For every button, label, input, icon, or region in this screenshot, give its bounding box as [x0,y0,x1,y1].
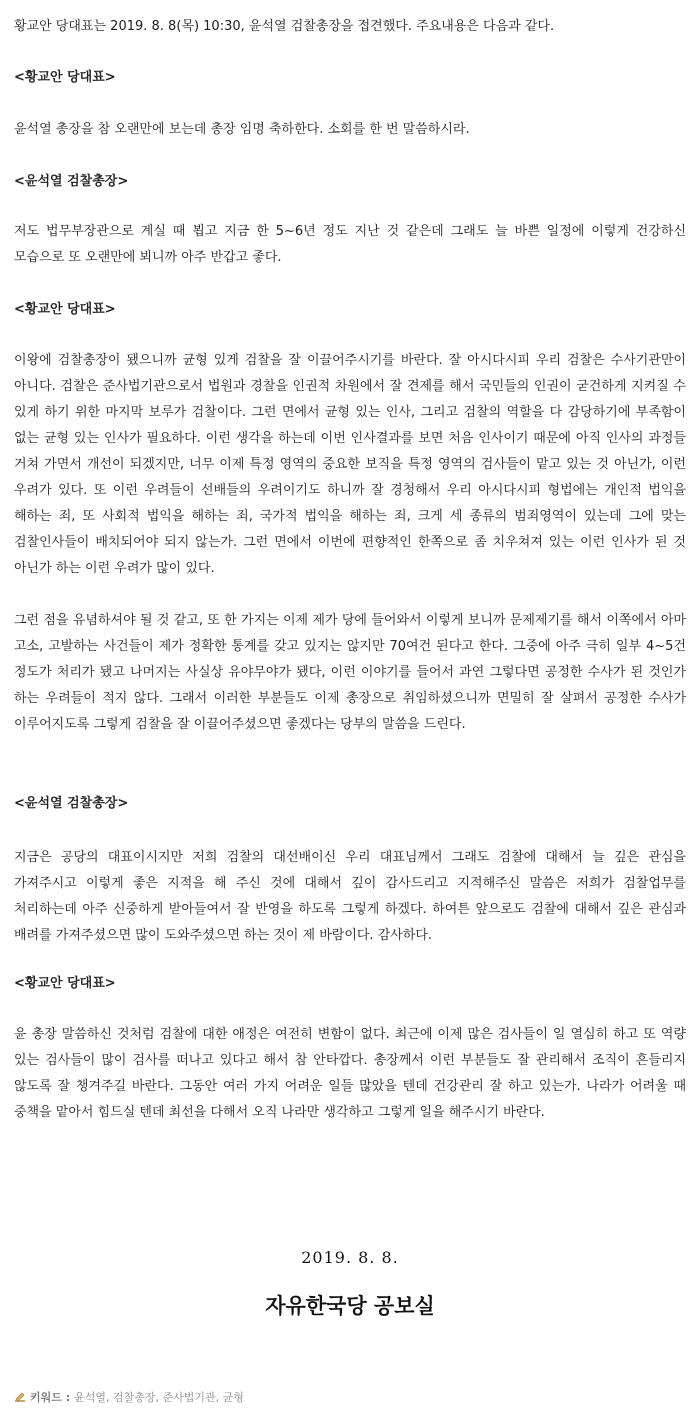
statement-paragraph: 저도 법무부장관으로 계실 때 뵙고 지금 한 5~6년 정도 지난 것 같은데 그래도 늘 바쁜 일정에 이렇게 건강하신 모습으로 또 오랜만에 뵈니까 아주 반갑고 좋다. [14,224,686,265]
speaker-heading: <윤석열 검찰총장> [14,174,129,189]
keywords-values: 윤석열, 검찰총장, 준사법기관, 균형 [74,1391,244,1404]
organization-name: 자유한국당 공보실 [265,1294,435,1318]
statement-paragraph: 이왕에 검찰총장이 됐으니까 균형 있게 검찰을 잘 이끌어주시기를 바란다. 잘 아시다시피 우리 검찰은 수사기관만이 아니다. 검찰은 준사법기관으로서 법원과 경찰을 인권적 차원에서 잘 견제를 해서 국민들의 인권이 굳건하게 지켜질 수 있게 하기 위한 마지막 보루가 검찰이다. 그런 면에서 균형 있는 인사, 그리고 검찰의 역할을 다 감당하기에 부족함이 없는 균형 있는 인사가 필요하다. 이런 생각을 하는데 이번 인사결과를 보면 처음 인사이기 때문에 아직 인사의 과정들 거쳐 가면서 개선이 되겠지만, 너무 이제 특정 영역의 중요한 보직을 특정 영역의 검사들이 맡고 있는 것 아닌가, 이런 우려가 있다. 또 이런 우려들이 선배들의 우려이기도 하니까 잘 경청해서 우리 아시다시피 형법에는 개인적 법익을 해하는 죄, 또 사회적 법익을 해하는 죄, 국가적 법익을 해하는 죄, 크게 세 종류의 범죄영역이 있는데 그에 맞는 검찰인사들이 배치되어야 되지 않는가. 그런 면에서 이번에 편향적인 한쪽으로 좀 치우쳐져 있는 이런 인사가 된 것 아닌가 하는 이런 우려가 많이 있다. [14,353,686,576]
keywords-label: 키워드 : [30,1391,71,1404]
speaker-heading: <황교안 당대표> [14,976,116,991]
statement-paragraph: 지금은 공당의 대표이시지만 저희 검찰의 대선배이신 우리 대표님께서 그래도 검찰에 대해서 늘 깊은 관심을 가져주시고 이렇게 좋은 지적을 해 주신 것에 대해서 깊이 감사드리고 지적해주신 말씀은 저희가 검찰업무를 처리하는데 아주 신중하게 받아들여서 잘 반영을 하도록 그렇게 하겠다. 하여튼 앞으로도 검찰에 대해서 깊은 관심과 배려를 가져주셨으면 많이 도와주셨으면 하는 것이 제 바람이다. 감사하다. [14,850,686,943]
statement-paragraph: 윤석열 총장을 참 오랜만에 보는데 총장 임명 축하한다. 소회를 한 번 말씀하시라. [14,122,470,137]
speaker-heading: <윤석열 검찰총장> [14,796,129,811]
release-date: 2019. 8. 8. [301,1248,399,1267]
speaker-heading: <황교안 당대표> [14,302,116,317]
statement-paragraph: 윤 총장 말씀하신 것처럼 검찰에 대한 애정은 여전히 변함이 없다. 최근에 이제 많은 검사들이 일 열심히 하고 또 역량 있는 검사들이 많이 검사를 떠나고 있다고 해서 참 안타깝다. 총장께서 이런 부분들도 잘 관리해서 조직이 흔들리지 않도록 잘 챙겨주길 바란다. 그동안 여러 가지 어려운 일들 많았을 텐데 건강관리 잘 하고 있는가. 나라가 어려울 때 중책을 맡아서 힘드실 텐데 최선을 다해서 오직 나라만 생각하고 그렇게 일을 해주시기 바란다. [14,1027,686,1120]
pencil-icon [14,1391,26,1403]
speaker-heading: <황교안 당대표> [14,70,116,85]
intro-paragraph: 황교안 당대표는 2019. 8. 8(목) 10:30, 윤석열 검찰총장을 접견했다. 주요내용은 다음과 같다. [14,19,555,34]
keywords-line [14,1389,244,1405]
statement-paragraph: 그런 점을 유념하셔야 될 것 같고, 또 한 가지는 이제 제가 당에 들어와서 이렇게 보니까 문제제기를 해서 이쪽에서 아마 고소, 고발하는 사건들이 제가 정확한 통계를 갖고 있지는 않지만 70여건 된다고 한다. 그중에 아주 극히 일부 4~5건 정도가 처리가 됐고 나머지는 사실상 유야무야가 됐다, 이런 이야기를 들어서 과연 그렇다면 공정한 수사가 된 것인가 하는 우려들이 적지 않다. 그래서 이러한 부분들도 이제 총장으로 취임하셨으니까 면밀히 잘 살펴서 공정한 수사가 이루어지도록 그렇게 검찰을 잘 이끌어주셨으면 좋겠다는 당부의 말씀을 드린다. [14,613,686,732]
